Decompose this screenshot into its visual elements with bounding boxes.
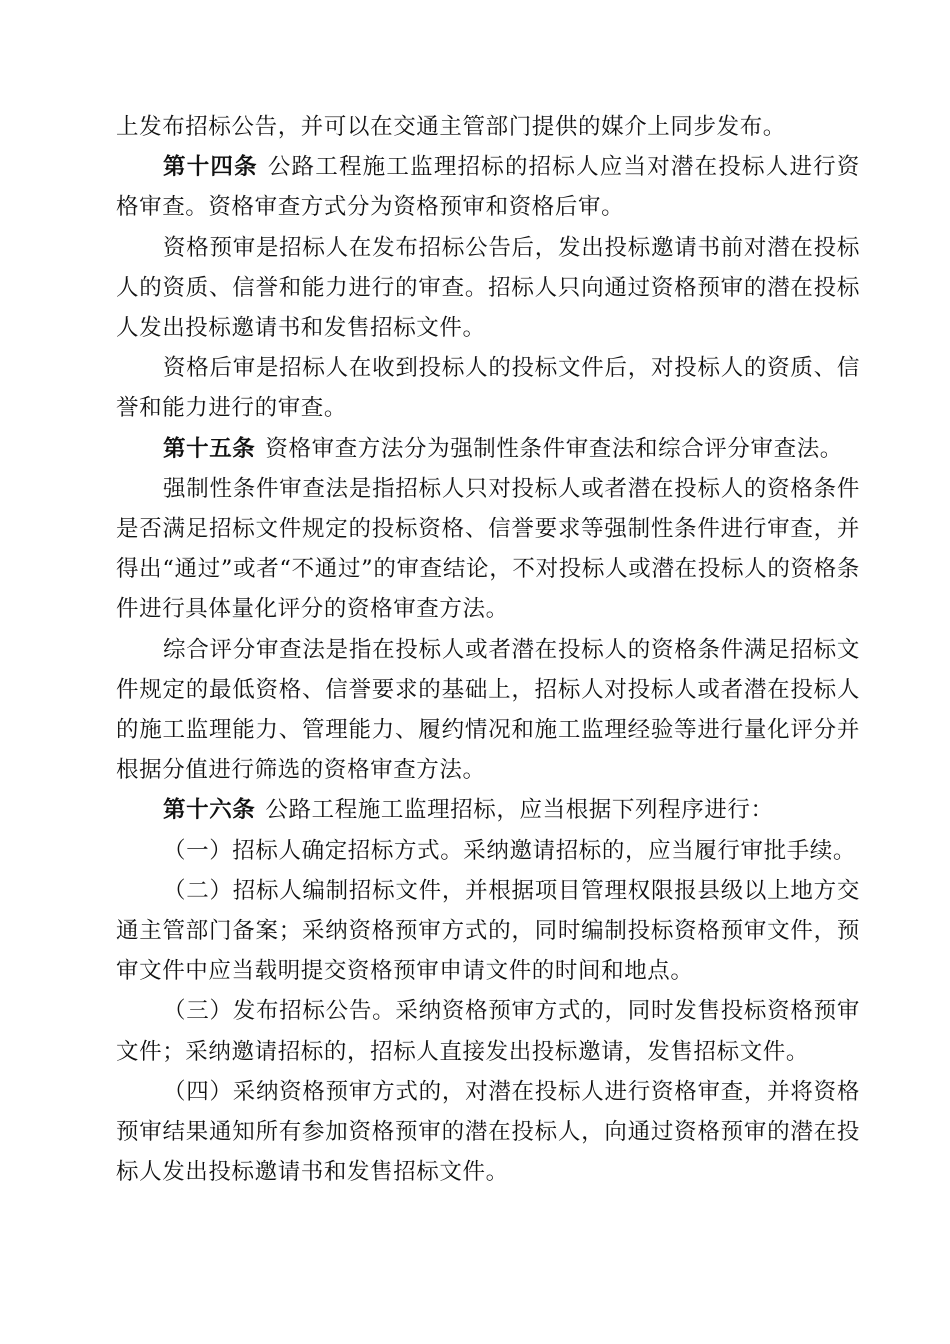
paragraph-continuation <box>116 107 860 147</box>
paragraph-text: 强制性条件审查法是指招标人只对投标人或者潜在投标人的资格条件是否满足招标文件规定的投标资格、信誉要求等强制性条件进行审查，并得出“通过”或者“不通过”的审查结论，不对投标人或潜在投标人的资格条件进行具体量化评分的资格审查方法。 <box>116 475 860 623</box>
document-page <box>116 107 860 1192</box>
paragraph-text: 公路工程施工监理招标，应当根据下列程序进行： <box>265 797 774 824</box>
procedure-item-3 <box>116 991 860 1071</box>
paragraph-prequalification <box>116 228 860 349</box>
article-number: 第十四条 <box>163 154 258 181</box>
article-14 <box>116 147 860 227</box>
paragraph-scoring-method <box>116 630 860 791</box>
paragraph-text: （一）招标人确定招标方式。采纳邀请招标的，应当履行审批手续。 <box>163 837 857 864</box>
paragraph-postqualification <box>116 348 860 428</box>
article-number: 第十五条 <box>163 435 256 462</box>
paragraph-text: 综合评分审查法是指在投标人或者潜在投标人的资格条件满足招标文件规定的最低资格、信誉要求的基础上，招标人对投标人或者潜在投标人的施工监理能力、管理能力、履约情况和施工监理经验等进行量化评分并根据分值进行筛选的资格审查方法。 <box>116 636 860 784</box>
paragraph-mandatory-method <box>116 469 860 630</box>
paragraph-text: （三）发布招标公告。采纳资格预审方式的，同时发售投标资格预审文件；采纳邀请招标的，招标人直接发出投标邀请，发售招标文件。 <box>116 998 860 1065</box>
paragraph-text: 资格后审是招标人在收到投标人的投标文件后，对投标人的资质、信誉和能力进行的审查。 <box>116 355 860 422</box>
paragraph-text: 资格审查方法分为强制性条件审查法和综合评分审查法。 <box>265 435 843 462</box>
article-16 <box>116 790 860 830</box>
procedure-item-2 <box>116 871 860 992</box>
procedure-item-1 <box>116 831 860 871</box>
paragraph-text: （二）招标人编制招标文件，并根据项目管理权限报县级以上地方交通主管部门备案；采纳资格预审方式的，同时编制投标资格预审文件，预审文件中应当载明提交资格预审申请文件的时间和地点。 <box>116 877 860 985</box>
article-15 <box>116 429 860 469</box>
paragraph-text: （四）采纳资格预审方式的，对潜在投标人进行资格审查，并将资格预审结果通知所有参加资格预审的潜在投标人，向通过资格预审的潜在投标人发出投标邀请书和发售招标文件。 <box>116 1078 860 1186</box>
paragraph-text: 公路工程施工监理招标的招标人应当对潜在投标人进行资格审查。资格审查方式分为资格预审和资格后审。 <box>116 154 860 221</box>
paragraph-text: 上发布招标公告，并可以在交通主管部门提供的媒介上同步发布。 <box>116 114 786 140</box>
paragraph-text: 资格预审是招标人在发布招标公告后，发出投标邀请书前对潜在投标人的资质、信誉和能力进行的审查。招标人只向通过资格预审的潜在投标人发出投标邀请书和发售招标文件。 <box>116 234 860 342</box>
procedure-item-4 <box>116 1072 860 1193</box>
article-number: 第十六条 <box>163 797 256 824</box>
